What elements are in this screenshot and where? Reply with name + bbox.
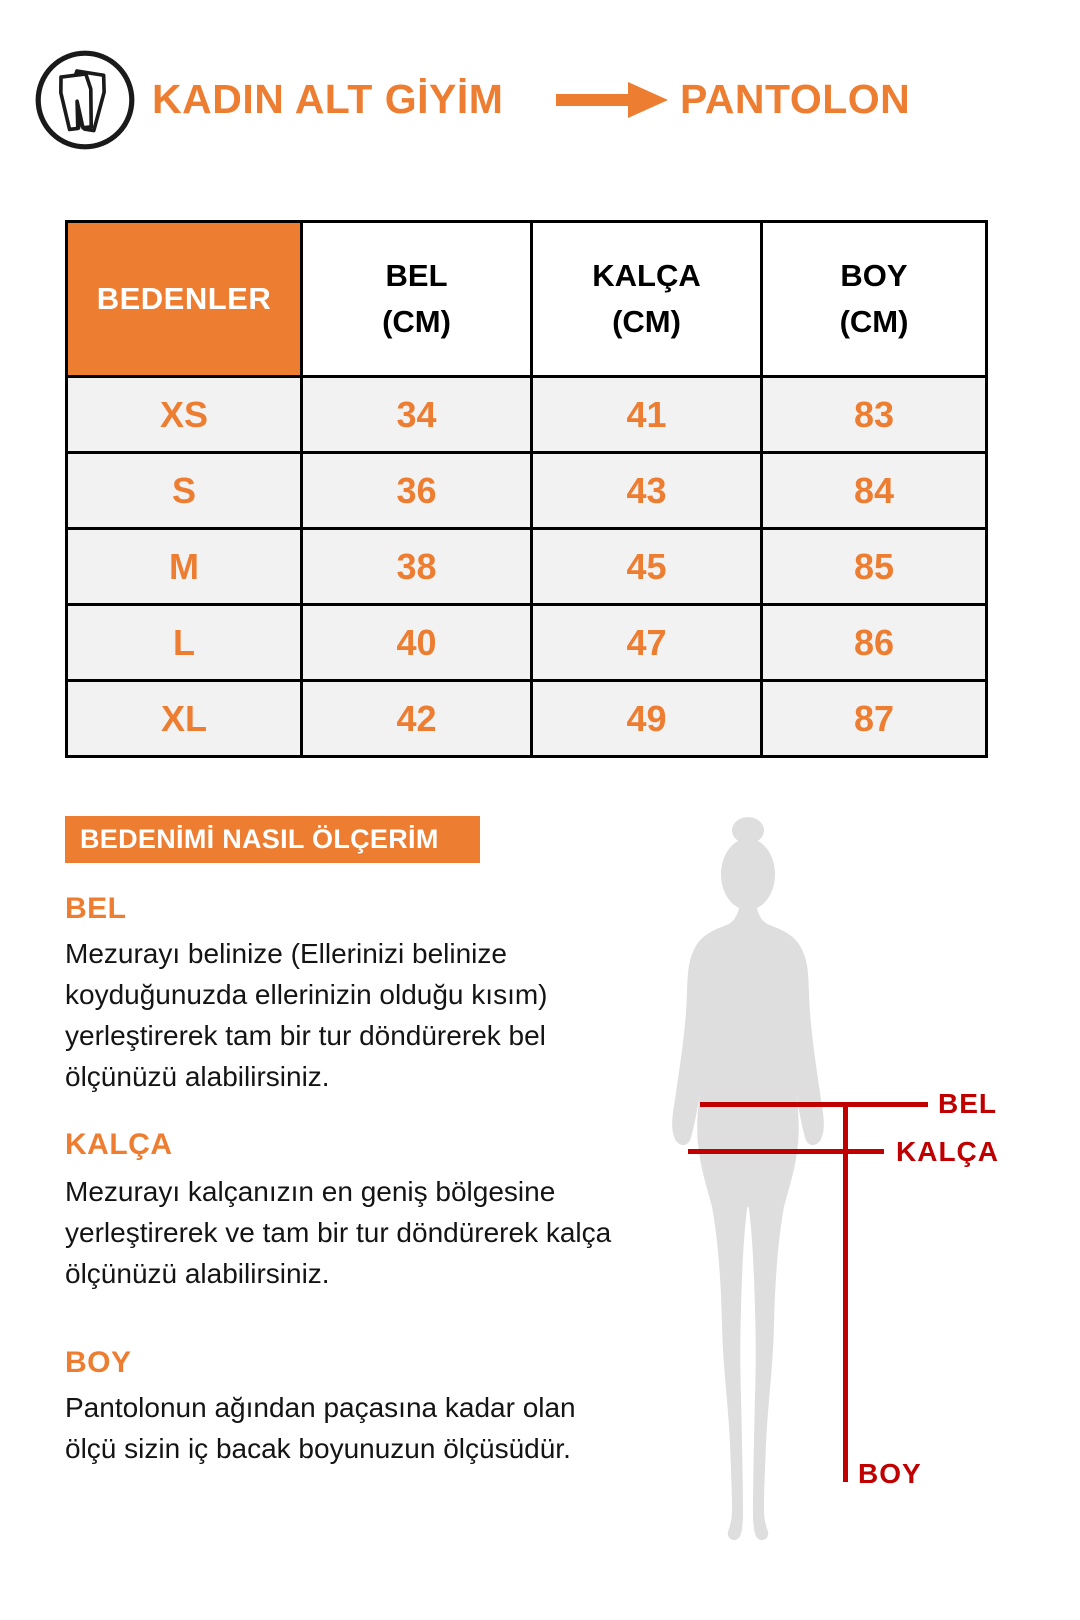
col-header-kalca bbox=[532, 222, 762, 377]
bel-measure-label: BEL bbox=[938, 1088, 997, 1119]
boy-measure-label: BOY bbox=[858, 1458, 922, 1489]
col-header-unit: (CM) bbox=[839, 304, 909, 339]
kalca-value: 45 bbox=[532, 529, 762, 605]
right-arrow-icon bbox=[556, 80, 668, 120]
bel-value: 36 bbox=[302, 453, 532, 529]
kalca-measure-line bbox=[688, 1149, 884, 1154]
col-header-bedenler: BEDENLER bbox=[67, 222, 302, 377]
bel-measure-line bbox=[700, 1102, 928, 1107]
table-row bbox=[67, 453, 987, 529]
pants-icon bbox=[33, 48, 137, 152]
boy-measure-line bbox=[843, 1104, 848, 1482]
head bbox=[721, 839, 775, 910]
size-label: S bbox=[67, 453, 302, 529]
body bbox=[672, 904, 824, 1540]
table-row bbox=[67, 681, 987, 757]
table-row bbox=[67, 529, 987, 605]
bel-value: 34 bbox=[302, 377, 532, 453]
section-heading-boy: BOY bbox=[65, 1346, 132, 1379]
section-heading-bel: BEL bbox=[65, 892, 127, 925]
size-label: XS bbox=[67, 377, 302, 453]
boy-value: 87 bbox=[762, 681, 987, 757]
size-label: M bbox=[67, 529, 302, 605]
size-label: L bbox=[67, 605, 302, 681]
boy-value: 83 bbox=[762, 377, 987, 453]
col-header-label: BOY bbox=[840, 258, 908, 293]
table-header-row bbox=[67, 222, 987, 377]
table-row bbox=[67, 377, 987, 453]
kalca-value: 49 bbox=[532, 681, 762, 757]
boy-value: 84 bbox=[762, 453, 987, 529]
category-title: KADIN ALT GİYİM bbox=[152, 76, 504, 122]
subcategory-title: PANTOLON bbox=[680, 76, 911, 122]
size-table bbox=[65, 220, 988, 758]
section-heading-kalca: KALÇA bbox=[65, 1128, 173, 1161]
boy-value: 86 bbox=[762, 605, 987, 681]
kalca-measure-label: KALÇA bbox=[896, 1136, 999, 1167]
section-text-kalca: Mezurayı kalçanızın en geniş bölgesine yerleştirerek ve tam bir tur döndürerek kalça ölçünüzü alabilirsiniz. bbox=[65, 1176, 612, 1289]
kalca-value: 43 bbox=[532, 453, 762, 529]
col-header-label: KALÇA bbox=[592, 258, 701, 293]
size-label: XL bbox=[67, 681, 302, 757]
col-header-bel bbox=[302, 222, 532, 377]
bel-value: 42 bbox=[302, 681, 532, 757]
kalca-value: 47 bbox=[532, 605, 762, 681]
bel-value: 38 bbox=[302, 529, 532, 605]
section-text-bel: Mezurayı belinize (Ellerinizi belinize koyduğunuzda ellerinizin olduğu kısım) yerleştirerek tam bir tur döndürerek bel ölçünüzü alabilirsiniz. bbox=[65, 938, 548, 1092]
col-header-unit: (CM) bbox=[382, 304, 451, 339]
female-body-silhouette bbox=[628, 810, 868, 1565]
table-row bbox=[67, 605, 987, 681]
guide-title: BEDENİMİ NASIL ÖLÇERİM bbox=[65, 816, 480, 863]
boy-value: 85 bbox=[762, 529, 987, 605]
section-text-boy: Pantolonun ağından paçasına kadar olan ölçü sizin iç bacak boyunuzun ölçüsüdür. bbox=[65, 1392, 576, 1464]
bel-value: 40 bbox=[302, 605, 532, 681]
col-header-label: BEL bbox=[385, 258, 448, 293]
col-header-boy bbox=[762, 222, 987, 377]
col-header-unit: (CM) bbox=[612, 304, 681, 339]
kalca-value: 41 bbox=[532, 377, 762, 453]
